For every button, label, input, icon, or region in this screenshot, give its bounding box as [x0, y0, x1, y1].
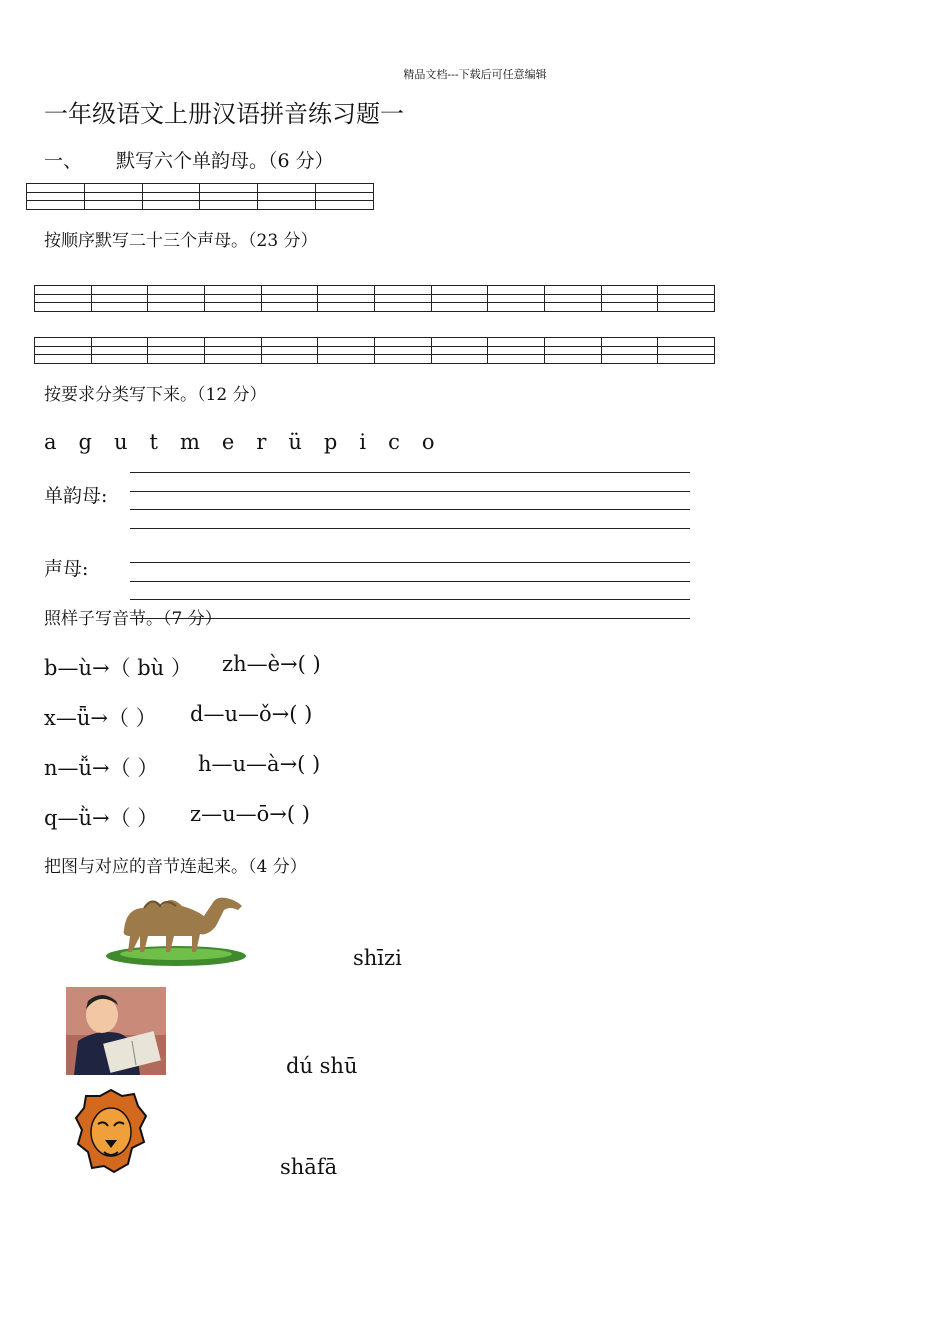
letter-item: a	[44, 430, 57, 454]
grid-cell[interactable]	[488, 294, 545, 303]
grid-cell[interactable]	[318, 286, 375, 295]
grid-cell[interactable]	[204, 294, 261, 303]
pinyin-word[interactable]: shīzi	[353, 946, 402, 970]
grid-cell[interactable]	[316, 192, 374, 201]
grid-cell[interactable]	[91, 355, 148, 364]
exercise-right[interactable]: z—u—ō→( )	[190, 802, 310, 826]
grid-cell[interactable]	[658, 303, 715, 312]
grid-cell[interactable]	[142, 192, 200, 201]
single-finals-label: 单韵母:	[44, 485, 108, 507]
grid-cell[interactable]	[431, 303, 488, 312]
grid-cell[interactable]	[601, 294, 658, 303]
initials-grid-2	[34, 337, 715, 364]
grid-cell[interactable]	[488, 355, 545, 364]
grid-cell[interactable]	[318, 338, 375, 347]
section-4-heading: 照样子写音节。（7 分）	[44, 609, 222, 629]
page-title: 一年级语文上册汉语拼音练习题一	[44, 100, 404, 128]
writing-line[interactable]	[130, 562, 690, 563]
grid-cell[interactable]	[431, 355, 488, 364]
grid-cell[interactable]	[658, 346, 715, 355]
section-2-heading: 按顺序默写二十三个声母。（23 分）	[44, 231, 318, 251]
grid-cell[interactable]	[258, 192, 316, 201]
grid-cell[interactable]	[658, 338, 715, 347]
grid-cell[interactable]	[148, 338, 205, 347]
grid-cell[interactable]	[204, 355, 261, 364]
grid-cell[interactable]	[658, 355, 715, 364]
pinyin-word[interactable]: shāfā	[280, 1155, 338, 1179]
grid-cell[interactable]	[148, 303, 205, 312]
example-right: zh—è→( )	[222, 652, 321, 676]
grid-cell[interactable]	[601, 346, 658, 355]
grid-cell[interactable]	[204, 338, 261, 347]
grid-cell[interactable]	[601, 338, 658, 347]
grid-cell[interactable]	[258, 184, 316, 193]
exercise-left[interactable]: x—ǖ→（ ）	[44, 706, 157, 730]
letter-item: m	[179, 430, 200, 454]
writing-line[interactable]	[130, 599, 690, 600]
grid-cell[interactable]	[204, 346, 261, 355]
grid-cell[interactable]	[374, 286, 431, 295]
grid-cell[interactable]	[84, 184, 142, 193]
grid-cell[interactable]	[204, 303, 261, 312]
exercise-left[interactable]: n—ǚ→（ ）	[44, 756, 159, 780]
grid-cell[interactable]	[35, 338, 92, 347]
letter-item: i	[359, 430, 367, 454]
letter-item: g	[78, 430, 92, 454]
lion-icon[interactable]	[74, 1088, 148, 1174]
child-reading-icon[interactable]	[66, 987, 166, 1075]
grid-cell[interactable]	[204, 286, 261, 295]
grid-cell[interactable]	[258, 201, 316, 210]
writing-line[interactable]	[130, 472, 690, 473]
grid-cell[interactable]	[91, 286, 148, 295]
grid-cell[interactable]	[544, 294, 601, 303]
grid-cell[interactable]	[374, 346, 431, 355]
grid-cell[interactable]	[318, 294, 375, 303]
section-1-number: 一、	[44, 150, 83, 172]
grid-cell[interactable]	[142, 201, 200, 210]
grid-cell[interactable]	[544, 346, 601, 355]
pinyin-word[interactable]: dú shū	[286, 1054, 358, 1078]
grid-cell[interactable]	[318, 303, 375, 312]
grid-cell[interactable]	[35, 303, 92, 312]
grid-cell[interactable]	[27, 192, 85, 201]
grid-cell[interactable]	[488, 286, 545, 295]
grid-cell[interactable]	[488, 338, 545, 347]
grid-cell[interactable]	[431, 338, 488, 347]
grid-cell[interactable]	[658, 294, 715, 303]
exercise-right[interactable]: d—u—ǒ→( )	[190, 702, 313, 726]
grid-cell[interactable]	[142, 184, 200, 193]
writing-line[interactable]	[130, 581, 690, 582]
grid-cell[interactable]	[261, 286, 318, 295]
letter-list	[44, 430, 457, 454]
grid-cell[interactable]	[91, 303, 148, 312]
grid-cell[interactable]	[148, 355, 205, 364]
grid-cell[interactable]	[261, 303, 318, 312]
writing-line[interactable]	[130, 528, 690, 529]
writing-line[interactable]	[130, 491, 690, 492]
exercise-right[interactable]: h—u—à→( )	[198, 752, 321, 776]
grid-cell[interactable]	[91, 338, 148, 347]
grid-cell[interactable]	[431, 294, 488, 303]
letter-item: p	[323, 430, 338, 454]
initials-grid-1	[34, 285, 715, 312]
grid-cell[interactable]	[374, 294, 431, 303]
grid-cell[interactable]	[200, 184, 258, 193]
letter-item: c	[388, 430, 400, 454]
example-left: b—ù→（ bù ）	[44, 656, 192, 680]
writing-line[interactable]	[130, 509, 690, 510]
grid-cell[interactable]	[35, 286, 92, 295]
letter-item: o	[421, 430, 435, 454]
letter-item: u	[113, 430, 128, 454]
exercise-left[interactable]: q—ǜ→（ ）	[44, 806, 159, 830]
grid-cell[interactable]	[374, 303, 431, 312]
letter-item: e	[221, 430, 235, 454]
grid-cell[interactable]	[148, 286, 205, 295]
grid-cell[interactable]	[91, 346, 148, 355]
grid-cell[interactable]	[431, 286, 488, 295]
grid-cell[interactable]	[374, 355, 431, 364]
section-1-heading	[44, 146, 334, 173]
grid-cell[interactable]	[200, 201, 258, 210]
grid-cell[interactable]	[544, 338, 601, 347]
grid-cell[interactable]	[35, 294, 92, 303]
grid-cell[interactable]	[35, 346, 92, 355]
grid-cell[interactable]	[601, 303, 658, 312]
grid-cell[interactable]	[35, 355, 92, 364]
grid-cell[interactable]	[200, 192, 258, 201]
letter-item: ü	[288, 430, 302, 454]
grid-cell[interactable]	[316, 201, 374, 210]
grid-cell[interactable]	[488, 346, 545, 355]
camel-icon[interactable]	[104, 886, 248, 968]
grid-cell[interactable]	[601, 355, 658, 364]
page-header: 精品文档---下载后可任意编辑	[403, 68, 547, 81]
single-finals-grid	[26, 183, 374, 210]
grid-cell[interactable]	[544, 286, 601, 295]
grid-cell[interactable]	[318, 355, 375, 364]
grid-cell[interactable]	[261, 294, 318, 303]
grid-cell[interactable]	[488, 303, 545, 312]
grid-cell[interactable]	[316, 184, 374, 193]
grid-cell[interactable]	[601, 286, 658, 295]
grid-cell[interactable]	[318, 346, 375, 355]
grid-cell[interactable]	[27, 184, 85, 193]
grid-cell[interactable]	[27, 201, 85, 210]
grid-cell[interactable]	[261, 355, 318, 364]
section-3-heading: 按要求分类写下来。（12 分）	[44, 385, 267, 405]
section-5-heading: 把图与对应的音节连起来。（4 分）	[44, 857, 307, 877]
letter-item: t	[149, 430, 158, 454]
grid-cell[interactable]	[148, 346, 205, 355]
grid-cell[interactable]	[431, 346, 488, 355]
grid-cell[interactable]	[544, 303, 601, 312]
letter-item: r	[256, 430, 267, 454]
grid-cell[interactable]	[261, 346, 318, 355]
grid-cell[interactable]	[84, 201, 142, 210]
grid-cell[interactable]	[91, 294, 148, 303]
grid-cell[interactable]	[658, 286, 715, 295]
initials-label: 声母:	[44, 558, 89, 580]
section-1-text: 默写六个单韵母。（6 分）	[116, 150, 334, 172]
grid-cell[interactable]	[374, 338, 431, 347]
grid-cell[interactable]	[261, 338, 318, 347]
grid-cell[interactable]	[84, 192, 142, 201]
grid-cell[interactable]	[148, 294, 205, 303]
grid-cell[interactable]	[544, 355, 601, 364]
